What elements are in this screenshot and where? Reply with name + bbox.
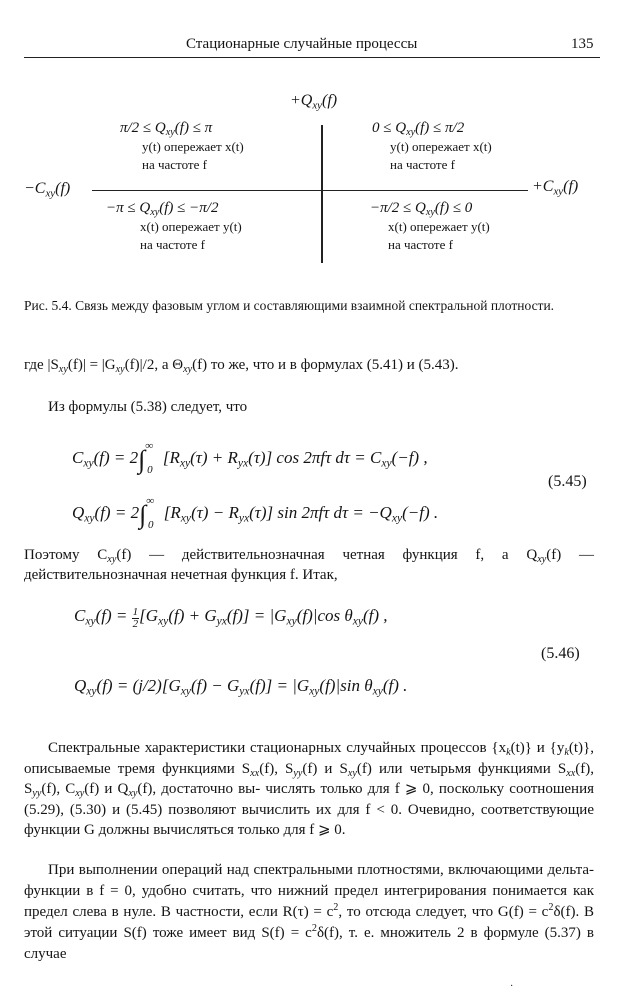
- phase-quadrant-figure: [0, 0, 617, 290]
- running-title: Стационарные случайные процессы: [186, 36, 418, 52]
- quadrant-bottom-right: $-\pi/2 \le Q_{xy}(f) \le 0$ x(t) опережает y(t) на частоте f: [370, 200, 490, 252]
- figure-caption: Рис. 5.4. Связь между фазовым углом и составляющими взаимной спектральной плотности.: [24, 298, 555, 313]
- quadrant-top-left: $\pi/2 \le Q_{xy}(f) \le \pi$ y(t) опережает x(t) на частоте f: [120, 120, 244, 172]
- quadrant-bottom-left: $-\pi \le Q_{xy}(f) \le -\pi/2$ x(t) опережает y(t) на частоте f: [106, 200, 242, 252]
- equation-5-46-cxy: $C_{xy}(f)$ = $\frac{1}{2}$ $[G_{xy}(f) + G_{yx}(f)] = |G_{xy}(f)|\cos$ $\theta_{xy}(f)$ ,: [74, 606, 388, 630]
- paragraph-from-formula: Из формулы (5.38) следует, что: [48, 399, 248, 415]
- paragraph-therefore: Поэтому $C_{xy}(f)$ — действительнозначная четная функция f, а $Q_{xy}(f)$ — действительнозначная нечетная функция f. Итак,: [24, 547, 594, 583]
- axis-label-left: $-C_{xy}(f)$: [24, 180, 71, 200]
- paragraph-spectral-characteristics: Спектральные характеристики стационарных случайных процессов $\{x_k(t)\}$ и $\{y_k(t)\}$, описываемые тремя функциями $S_{xx}(f)$, $S_{yy}(f)$ и $S_{xy}(f)$ или четырьмя функциями $S_{xx}(f)$, $S_{yy}(f)$, $C_{xy}(f)$ и $Q_{xy}(f)$, достаточно вы- числять только для f ⩾ 0, поскольку соотношения (5.29), (5.30) и (5.45) позволяют вычислить их для f < 0. Очевидно, соответствующие функции G должны вычисляться только для f ⩾ 0.: [24, 740, 595, 838]
- equation-5-45-cxy: $C_{xy}(f) = 2\int^\infty_0$ $[R_{xy}(\tau) + R_{yx}(\tau)]$ cos 2πfτ $d\tau = C_{xy}(-f)$ ,: [72, 440, 428, 476]
- equation-5-45-qxy: $Q_{xy}(f) = 2\int^\infty_0$ $[R_{xy}(\tau) - R_{yx}(\tau)]$ sin 2πfτ $d\tau = -Q_{xy}(-f)$ .: [72, 495, 439, 531]
- horizontal-axis-line: [92, 190, 528, 191]
- stray-mark: ·: [510, 981, 514, 992]
- equation-5-46-qxy: $Q_{xy}(f) = (j/2)[G_{xy}(f) - G_{yx}(f)] = |G_{xy}(f)|\sin$ $\theta_{xy}(f)$ .: [74, 676, 408, 698]
- equation-number-5-46: (5.46): [541, 645, 580, 662]
- equation-number-5-45: (5.45): [548, 473, 587, 490]
- paragraph-delta-functions: При выполнении операций над спектральными плотностями, включающими дельта-функции в f = 0, удобно считать, что нижний предел интегрирования понимается как предел слева в нуле. В частности, если $R(\tau) = c^2$, то отсюда следует, что $G(f) = c^2\delta(f)$. В этой ситуации S(f) тоже имеет вид $S(f) = c^2\delta(f)$, т. е. множитель 2 в формуле (5.37) в случае: [24, 862, 594, 962]
- axis-label-top: $+Q_{xy}(f)$: [290, 92, 338, 112]
- axis-label-right: $+C_{xy}(f)$: [532, 178, 579, 198]
- page-number: 135: [571, 36, 594, 52]
- paragraph-intro: где $|S_{xy}(f)| = |G_{xy}(f)|/2$, а $\Theta_{xy}(f)$ то же, что и в формулах (5.41) и (5.43).: [24, 357, 459, 376]
- vertical-axis-line: [321, 125, 323, 263]
- quadrant-top-right: $0 \le Q_{xy}(f) \le \pi/2$ y(t) опережает x(t) на частоте f: [372, 120, 492, 172]
